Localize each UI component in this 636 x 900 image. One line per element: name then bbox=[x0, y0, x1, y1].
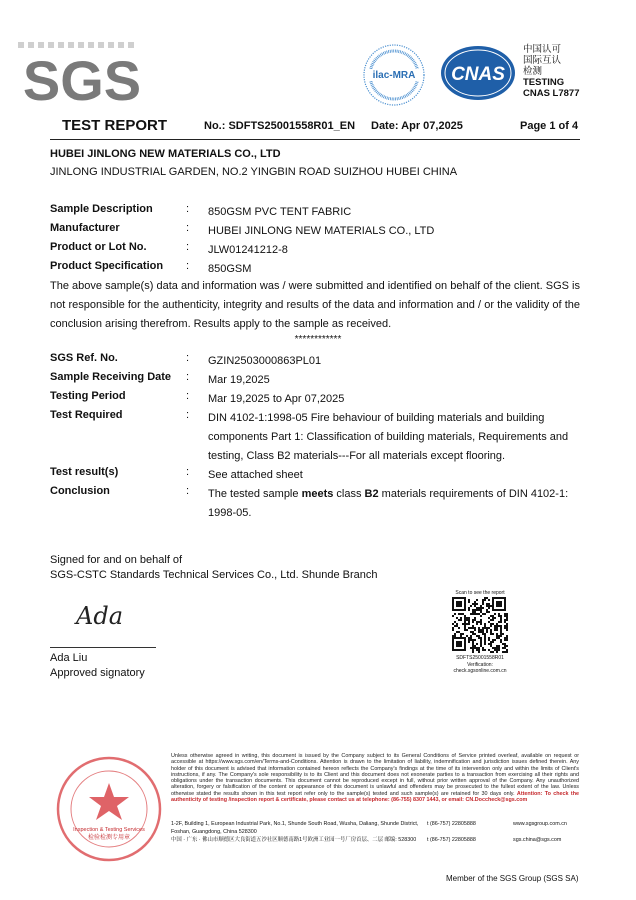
footer-row-en bbox=[171, 820, 579, 836]
field-test-required bbox=[50, 409, 580, 466]
footer-email[interactable]: sgs.china@sgs.com bbox=[513, 837, 562, 843]
field-colon: : bbox=[186, 203, 190, 215]
handwritten-signature bbox=[72, 598, 142, 634]
signature-handwriting: Ada bbox=[76, 602, 124, 630]
field-label: Sample Description bbox=[50, 203, 153, 215]
qr-code[interactable] bbox=[441, 597, 519, 653]
signature-line bbox=[50, 647, 156, 648]
field-sgs-ref bbox=[50, 352, 580, 371]
field-value: GZIN2503000863PL01 bbox=[208, 355, 322, 367]
field-value: See attached sheet bbox=[208, 469, 303, 481]
field-value: HUBEI JINLONG NEW MATERIALS CO., LTD bbox=[208, 225, 435, 237]
footer-tel: t (86-757) 22805888 bbox=[427, 837, 476, 843]
field-value: JLW01241212-8 bbox=[208, 244, 288, 256]
qr-caption: Scan to see the report bbox=[455, 590, 505, 596]
report-title: TEST REPORT bbox=[62, 117, 168, 134]
field-label: Test Required bbox=[50, 409, 123, 421]
conclusion-class: B2 bbox=[364, 488, 379, 500]
qr-verification bbox=[441, 662, 519, 674]
footer-tel: t (86-757) 22805888 bbox=[427, 821, 476, 827]
sgs-logo-text: SGS bbox=[22, 49, 142, 110]
sgs-logo bbox=[18, 42, 146, 110]
conclusion-part-1: The tested sample bbox=[208, 488, 302, 500]
stamp-cn-text: 检验检测专用章 bbox=[87, 834, 131, 841]
signed-line-1: Signed for and on behalf of bbox=[50, 554, 183, 566]
field-label: Manufacturer bbox=[50, 222, 120, 234]
qr-report-code: SDFTS25001558R01 bbox=[456, 655, 504, 661]
footer-row-cn bbox=[171, 836, 579, 844]
terms-fine-print bbox=[171, 753, 579, 803]
ilac-mra-logo bbox=[362, 43, 426, 107]
field-label: Test result(s) bbox=[50, 466, 119, 478]
field-colon: : bbox=[186, 222, 190, 234]
field-label: Sample Receiving Date bbox=[50, 371, 172, 383]
footer-addresses bbox=[171, 820, 579, 844]
field-label: SGS Ref. No. bbox=[50, 352, 118, 364]
signatory bbox=[50, 651, 145, 681]
report-number: No.: SDFTS25001558R01_EN bbox=[204, 120, 356, 132]
acc-line-5: CNAS L7877 bbox=[523, 88, 580, 99]
client-address: JINLONG INDUSTRIAL GARDEN, NO.2 YINGBIN ROAD SUIZHOU HUBEI CHINA bbox=[50, 166, 458, 178]
terms-text: Unless otherwise agreed in writing, this document is issued by the Company subject to its General Conditions of Service printed overleaf, available on request or accessible at https://www.sgs.com/en/Terms-and-Conditions. Attention is drawn to the limitation of liability, indemnification and jurisdiction issues defined therein. Any holder of this document is advised that information contained hereon reflects the Company's findings at the time of its intervention only and within the limits of Client's instructions, if any. The Company's sole responsibility is to its Client and this document does not exonerate parties to a transaction from exercising all their rights and obligations under the transaction documents. This document cannot be reproduced except in full, without prior written approval of the Company. Any unauthorized alteration, forgery or falsification of the content or appearance of this document is unlawful and offenders may be prosecuted to the fullest extent of the law. Unless otherwise stated the results shown in this test report refer only to the sample(s) tested and such sample(s) are retained for 30 days only. bbox=[171, 753, 579, 797]
field-value: Mar 19,2025 to Apr 07,2025 bbox=[208, 393, 345, 405]
signatory-name: Ada Liu bbox=[50, 652, 88, 664]
ilac-text: ilac-MRA bbox=[372, 70, 416, 81]
footer-address: 1-2F, Building 1, European Industrial Park, No.1, Shunde South Road, Wusha, Daliang, Shunde District, Foshan, Guangdong, China 528300 bbox=[171, 821, 419, 835]
field-value: 850GSM bbox=[208, 263, 252, 275]
sgs-member-line: Member of the SGS Group (SGS SA) bbox=[446, 874, 579, 883]
field-colon: : bbox=[186, 371, 190, 383]
conclusion-part-2: class bbox=[333, 488, 365, 500]
field-colon: : bbox=[186, 466, 190, 478]
footer-web[interactable]: www.sgsgroup.com.cn bbox=[513, 821, 567, 827]
qr-verification-label: Verification: bbox=[467, 662, 493, 668]
field-sample-description bbox=[50, 203, 580, 222]
authenticity-attention: Attention: To check the authenticity of testing /inspection report & certificate, please contact us at telephone: (86-755) 8307 1443, or email: CN.Doccheck@sgs.com bbox=[171, 790, 579, 804]
acc-line-1: 中国认可 bbox=[523, 44, 562, 55]
disclaimer-paragraph: The above sample(s) data and information was / were submitted and identified on behalf of the client. SGS is not responsible for the authenticity, integrity and results of the data and information and / or the validity of the conclusion arising therefrom. Results apply to the sample as received. bbox=[50, 280, 580, 330]
footer-address: 中国 · 广东 · 佛山市顺德区大良街道五沙社区顺德南路1号欧洲工业园一号厂房首层、二层 邮编: 528300 bbox=[171, 837, 417, 843]
stamp-center-text: Inspection & Testing Services bbox=[73, 827, 145, 833]
separator-stars: ************ bbox=[294, 334, 342, 345]
field-colon: : bbox=[186, 485, 190, 497]
field-colon: : bbox=[186, 390, 190, 402]
acc-line-4: TESTING bbox=[523, 77, 565, 88]
inspection-stamp bbox=[55, 755, 163, 863]
conclusion-part-3: materials requirements of DIN 4102-1: 1998-05. bbox=[208, 488, 569, 519]
signed-on-behalf bbox=[50, 553, 378, 583]
field-conclusion bbox=[50, 485, 580, 523]
signed-line-2: SGS-CSTC Standards Technical Services Co., Ltd. Shunde Branch bbox=[50, 569, 378, 581]
client-name: HUBEI JINLONG NEW MATERIALS CO., LTD bbox=[50, 148, 281, 160]
field-test-results bbox=[50, 466, 580, 485]
field-label: Product or Lot No. bbox=[50, 241, 147, 253]
field-label: Conclusion bbox=[50, 485, 110, 497]
field-value: 850GSM PVC TENT FABRIC bbox=[208, 206, 352, 218]
field-label: Product Specification bbox=[50, 260, 164, 272]
field-colon: : bbox=[186, 352, 190, 364]
signatory-role: Approved signatory bbox=[50, 667, 145, 679]
acc-line-3: 检测 bbox=[523, 66, 543, 77]
page-number: Page 1 of 4 bbox=[520, 120, 579, 132]
field-value: DIN 4102-1:1998-05 Fire behaviour of building materials and building components Part 1: Classification of building materials, Requirements and testing, Class B2 materials---For all materials except flooring. bbox=[208, 412, 569, 462]
qr-verification-url: check.sgsonline.com.cn bbox=[453, 668, 507, 674]
field-testing-period bbox=[50, 390, 580, 409]
field-receiving-date bbox=[50, 371, 580, 390]
field-value: Mar 19,2025 bbox=[208, 374, 270, 386]
field-colon: : bbox=[186, 409, 190, 421]
field-colon: : bbox=[186, 241, 190, 253]
accreditation-block bbox=[523, 44, 580, 99]
star-icon bbox=[89, 783, 129, 820]
field-label: Testing Period bbox=[50, 390, 126, 402]
field-manufacturer bbox=[50, 222, 580, 241]
header-divider bbox=[50, 139, 580, 140]
conclusion-value bbox=[208, 485, 578, 523]
field-lot-no bbox=[50, 241, 580, 260]
cnas-logo bbox=[440, 45, 516, 101]
field-colon: : bbox=[186, 260, 190, 272]
report-date: Date: Apr 07,2025 bbox=[371, 120, 463, 132]
acc-line-2: 国际互认 bbox=[523, 55, 562, 66]
conclusion-meets: meets bbox=[301, 488, 334, 500]
cnas-text: CNAS bbox=[451, 64, 505, 85]
